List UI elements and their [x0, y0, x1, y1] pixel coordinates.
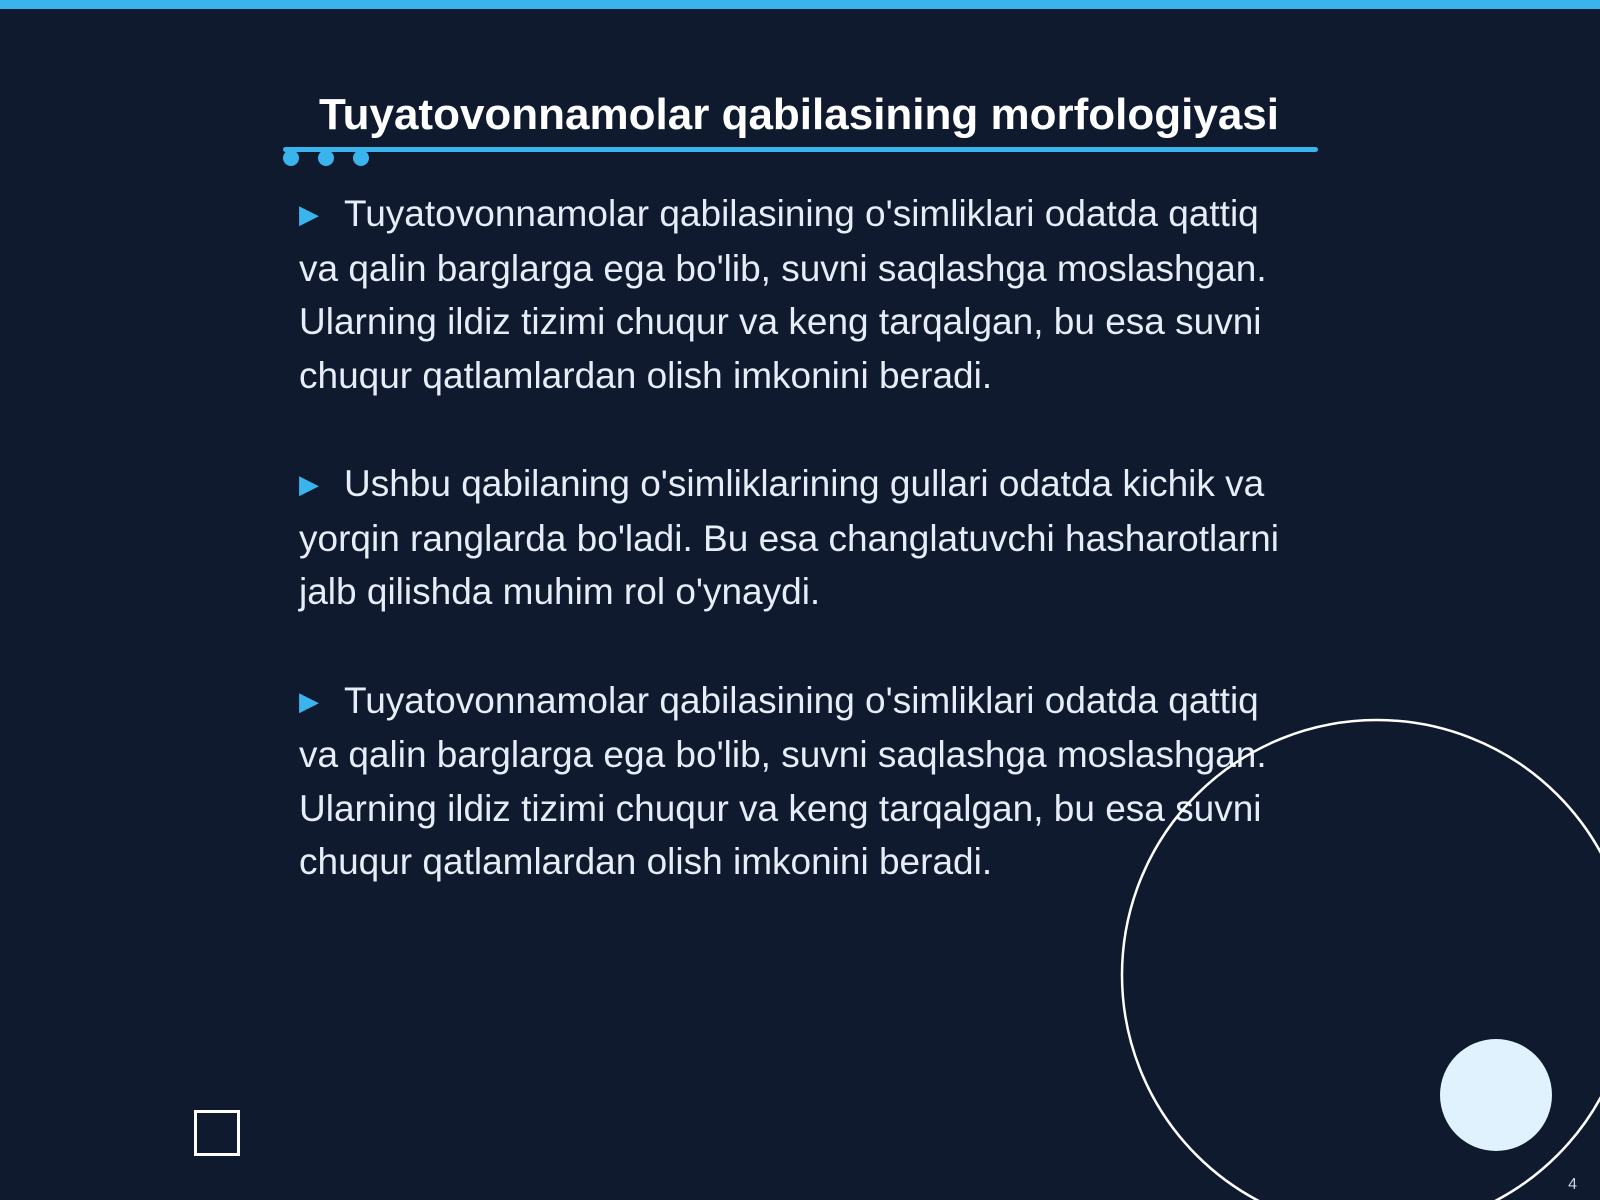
bullet-item [299, 457, 1299, 619]
decorative-circle [1440, 1039, 1552, 1151]
bullet-item [299, 674, 1299, 889]
bullet-arrow-icon: ▶ [299, 685, 319, 716]
slide-number: 4 [1568, 1176, 1577, 1193]
slide-title: Tuyatovonnamolar qabilasining morfologiyasi [319, 90, 1279, 139]
bullet-arrow-icon: ▶ [299, 199, 319, 229]
decorative-square [194, 1110, 240, 1156]
bullet-text: Ushbu qabilaning o'simliklarining gullari odatda kichik va yorqin ranglarda bo'ladi. Bu esa changlatuvchi hasharotlarni jalb qilishda muhim rol o'ynaydi. [299, 463, 1279, 612]
top-accent-bar [0, 0, 1600, 9]
bullet-text: Tuyatovonnamolar qabilasining o'simliklari odatda qattiq va qalin barglarga ega bo'lib, suvni saqlashga moslashgan. Ularning ildiz tizimi chuqur va keng tarqalgan, bu esa suvni chuqur qatlamlardan olish imkonini beradi. [299, 193, 1267, 396]
bullet-item [299, 187, 1299, 402]
bullet-arrow-icon: ▶ [299, 469, 319, 499]
bullet-text: Tuyatovonnamolar qabilasining o'simliklari odatda qattiq va qalin barglarga ega bo'lib, suvni saqlashga moslashgan. Ularning ildiz tizimi chuqur va keng tarqalgan, bu esa suvni chuqur qatlamlardan olish imkonini beradi. [299, 679, 1267, 882]
bullet-list [299, 187, 1299, 944]
